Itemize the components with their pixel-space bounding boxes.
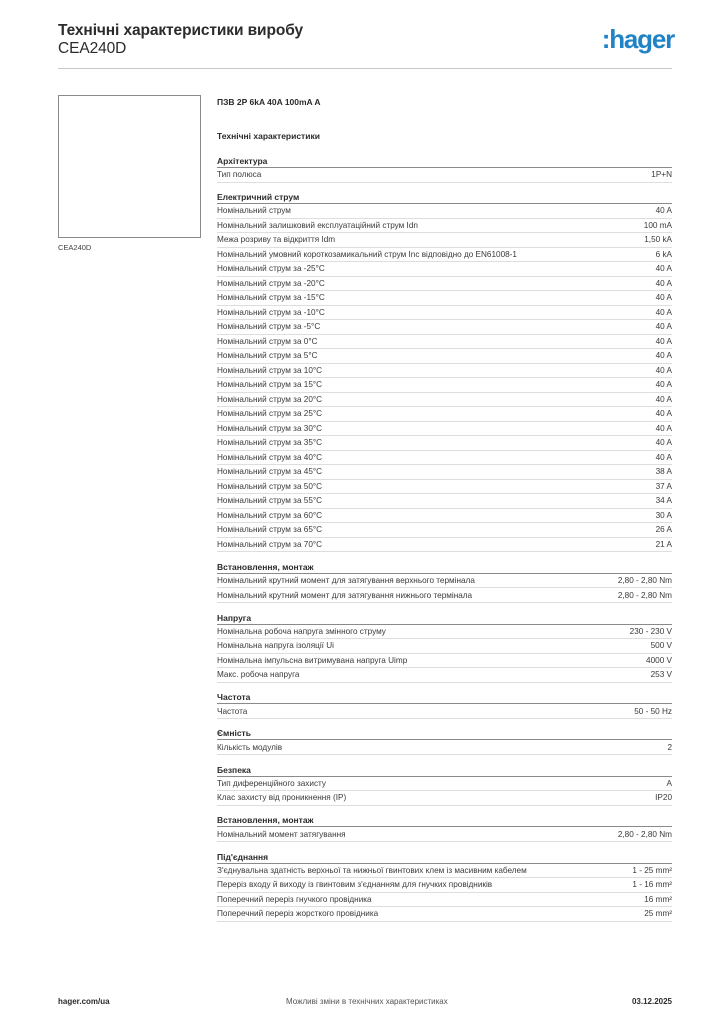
spec-row xyxy=(217,378,672,393)
spec-row xyxy=(217,306,672,321)
spec-row xyxy=(217,668,672,683)
spec-label: Номінальний струм за 0°C xyxy=(217,336,318,346)
spec-label: Номінальний струм за -20°C xyxy=(217,278,325,288)
spec-section xyxy=(217,851,672,922)
spec-label: Номінальний момент затягування xyxy=(217,829,346,839)
spec-value: 6 kA xyxy=(655,249,672,259)
spec-value: 1 - 25 mm² xyxy=(632,865,672,875)
spec-section xyxy=(217,191,672,552)
spec-value: 40 A xyxy=(655,322,672,332)
spec-row xyxy=(217,791,672,806)
spec-value: 16 mm² xyxy=(644,894,672,904)
spec-label: Номінальний струм за -10°C xyxy=(217,307,325,317)
spec-label: З'єднувальна здатність верхньої та нижньої гвинтових клем із масивним кабелем xyxy=(217,865,527,875)
spec-label: Переріз входу й виходу із гвинтовим з'єднанням для гнучких провідників xyxy=(217,880,493,890)
spec-row xyxy=(217,704,672,719)
footer-website: hager.com/ua xyxy=(58,997,110,1006)
spec-section xyxy=(217,612,672,683)
spec-row xyxy=(217,407,672,422)
spec-value: 2,80 - 2,80 Nm xyxy=(617,829,672,839)
footer-date: 03.12.2025 xyxy=(631,997,672,1006)
spec-value: 40 A xyxy=(655,394,672,404)
spec-value: 40 A xyxy=(655,264,672,274)
spec-label: Номінальний струм за 15°C xyxy=(217,380,323,390)
section-title: Під'єднання xyxy=(217,851,672,864)
spec-row xyxy=(217,422,672,437)
spec-value: 40 A xyxy=(655,365,672,375)
spec-row xyxy=(217,277,672,292)
spec-row xyxy=(217,233,672,248)
product-image-caption: CEA240D xyxy=(58,243,92,252)
spec-label: Кількість модулів xyxy=(217,742,283,752)
spec-value: 40 A xyxy=(655,380,672,390)
spec-row xyxy=(217,574,672,589)
spec-label: Номінальний крутний момент для затягування нижнього термінала xyxy=(217,590,473,600)
spec-label: Номінальний струм за 55°C xyxy=(217,496,323,506)
section-title: Ємність xyxy=(217,727,672,740)
spec-value: IP20 xyxy=(655,793,672,803)
spec-value: 40 A xyxy=(655,409,672,419)
spec-value: 40 A xyxy=(655,307,672,317)
spec-row xyxy=(217,291,672,306)
spec-value: 38 A xyxy=(655,467,672,477)
section-title: Напруга xyxy=(217,612,672,625)
spec-label: Номінальний струм за -5°C xyxy=(217,322,321,332)
spec-row xyxy=(217,740,672,755)
spec-row xyxy=(217,878,672,893)
document-title: Технічні характеристики виробу xyxy=(58,22,303,39)
spec-row xyxy=(217,219,672,234)
spec-label: Номінальний струм за 5°C xyxy=(217,351,318,361)
tech-specs-heading: Технічні характеристики xyxy=(217,131,320,141)
product-code-subtitle: CEA240D xyxy=(58,40,127,57)
spec-row xyxy=(217,465,672,480)
spec-label: Тип полюса xyxy=(217,170,262,180)
spec-row xyxy=(217,639,672,654)
section-title: Встановлення, монтаж xyxy=(217,561,672,574)
spec-value: 40 A xyxy=(655,438,672,448)
spec-section xyxy=(217,764,672,806)
spec-label: Номінальна імпульсна витримувана напруга Uimp xyxy=(217,655,408,665)
spec-label: Номінальний струм за 40°C xyxy=(217,452,323,462)
spec-value: 2,80 - 2,80 Nm xyxy=(617,590,672,600)
hager-logo: :hager xyxy=(601,24,674,54)
spec-label: Номінальний крутний момент для затягування верхнього термінала xyxy=(217,576,475,586)
spec-value: 40 A xyxy=(655,293,672,303)
spec-row xyxy=(217,349,672,364)
header-divider xyxy=(58,68,672,69)
spec-row xyxy=(217,248,672,263)
spec-label: Межа розриву та відкриття Idm xyxy=(217,235,336,245)
spec-value: 40 A xyxy=(655,452,672,462)
spec-label: Клас захисту від проникнення (IP) xyxy=(217,793,347,803)
spec-label: Поперечний переріз жорсткого провідника xyxy=(217,909,379,919)
spec-value: A xyxy=(666,778,672,788)
section-title: Частота xyxy=(217,691,672,704)
spec-value: 1,50 kA xyxy=(644,235,672,245)
spec-row xyxy=(217,509,672,524)
spec-row xyxy=(217,864,672,879)
spec-section xyxy=(217,814,672,842)
spec-row xyxy=(217,320,672,335)
spec-label: Номінальний струм за 65°C xyxy=(217,525,323,535)
spec-label: Номінальний струм за 30°C xyxy=(217,423,323,433)
spec-row xyxy=(217,907,672,922)
spec-content xyxy=(217,95,672,930)
section-title: Безпека xyxy=(217,764,672,777)
spec-value: 26 A xyxy=(655,525,672,535)
spec-value: 40 A xyxy=(655,206,672,216)
spec-label: Номінальний струм за 10°C xyxy=(217,365,323,375)
spec-value: 21 A xyxy=(655,539,672,549)
spec-label: Номінальна робоча напруга змінного струму xyxy=(217,626,386,636)
spec-row xyxy=(217,625,672,640)
spec-row xyxy=(217,588,672,603)
spec-row xyxy=(217,436,672,451)
spec-label: Номінальний струм за 70°C xyxy=(217,539,323,549)
product-image-frame xyxy=(58,95,201,238)
spec-row xyxy=(217,364,672,379)
spec-value: 34 A xyxy=(655,496,672,506)
section-title: Електричний струм xyxy=(217,191,672,204)
spec-value: 100 mA xyxy=(643,220,672,230)
spec-row xyxy=(217,335,672,350)
spec-section xyxy=(217,561,672,603)
spec-row xyxy=(217,827,672,842)
section-title: Встановлення, монтаж xyxy=(217,814,672,827)
spec-label: Номінальний струм за 20°C xyxy=(217,394,323,404)
spec-row xyxy=(217,494,672,509)
spec-row xyxy=(217,480,672,495)
spec-row xyxy=(217,538,672,553)
spec-label: Тип диференційного захисту xyxy=(217,778,326,788)
spec-value: 253 V xyxy=(650,670,672,680)
footer-disclaimer: Можливі зміни в технічних характеристиках xyxy=(286,997,448,1006)
spec-row xyxy=(217,654,672,669)
spec-section xyxy=(217,691,672,719)
spec-label: Номінальний струм за -15°C xyxy=(217,293,325,303)
spec-label: Частота xyxy=(217,706,248,716)
spec-value: 500 V xyxy=(650,641,672,651)
spec-row xyxy=(217,393,672,408)
spec-row xyxy=(217,893,672,908)
spec-label: Номінальний струм за 50°C xyxy=(217,481,323,491)
spec-row xyxy=(217,168,672,183)
spec-value: 2,80 - 2,80 Nm xyxy=(617,576,672,586)
spec-row xyxy=(217,777,672,792)
spec-label: Макс. робоча напруга xyxy=(217,670,300,680)
spec-value: 37 A xyxy=(655,481,672,491)
spec-value: 230 - 230 V xyxy=(629,626,672,636)
spec-row xyxy=(217,451,672,466)
section-title: Архітектура xyxy=(217,155,672,168)
spec-label: Номінальний струм за 60°C xyxy=(217,510,323,520)
spec-value: 1 - 16 mm² xyxy=(632,880,672,890)
spec-label: Номінальний струм за 35°C xyxy=(217,438,323,448)
spec-label: Номінальний струм за 45°C xyxy=(217,467,323,477)
spec-label: Номінальний умовний короткозамикальний струм Inc відповідно до EN61008-1 xyxy=(217,249,517,259)
spec-value: 25 mm² xyxy=(644,909,672,919)
spec-label: Номінальна напруга ізоляції Ui xyxy=(217,641,334,651)
spec-sections xyxy=(217,155,672,922)
spec-value: 40 A xyxy=(655,278,672,288)
spec-value: 40 A xyxy=(655,336,672,346)
spec-label: Номінальний струм за 25°C xyxy=(217,409,323,419)
spec-section xyxy=(217,155,672,183)
spec-label: Номінальний струм за -25°C xyxy=(217,264,325,274)
spec-row xyxy=(217,523,672,538)
spec-row xyxy=(217,204,672,219)
spec-value: 4000 V xyxy=(646,655,672,665)
spec-value: 40 A xyxy=(655,351,672,361)
spec-value: 40 A xyxy=(655,423,672,433)
spec-value: 2 xyxy=(667,742,672,752)
spec-row xyxy=(217,262,672,277)
spec-label: Поперечний переріз гнучкого провідника xyxy=(217,894,372,904)
product-name: ПЗВ 2P 6kA 40A 100mA A xyxy=(217,97,321,107)
spec-section xyxy=(217,727,672,755)
spec-label: Номінальний струм xyxy=(217,206,291,216)
spec-label: Номінальний залишковий експлуатаційний струм Idn xyxy=(217,220,418,230)
spec-value: 30 A xyxy=(655,510,672,520)
spec-value: 1P+N xyxy=(651,170,672,180)
spec-value: 50 - 50 Hz xyxy=(634,706,672,716)
